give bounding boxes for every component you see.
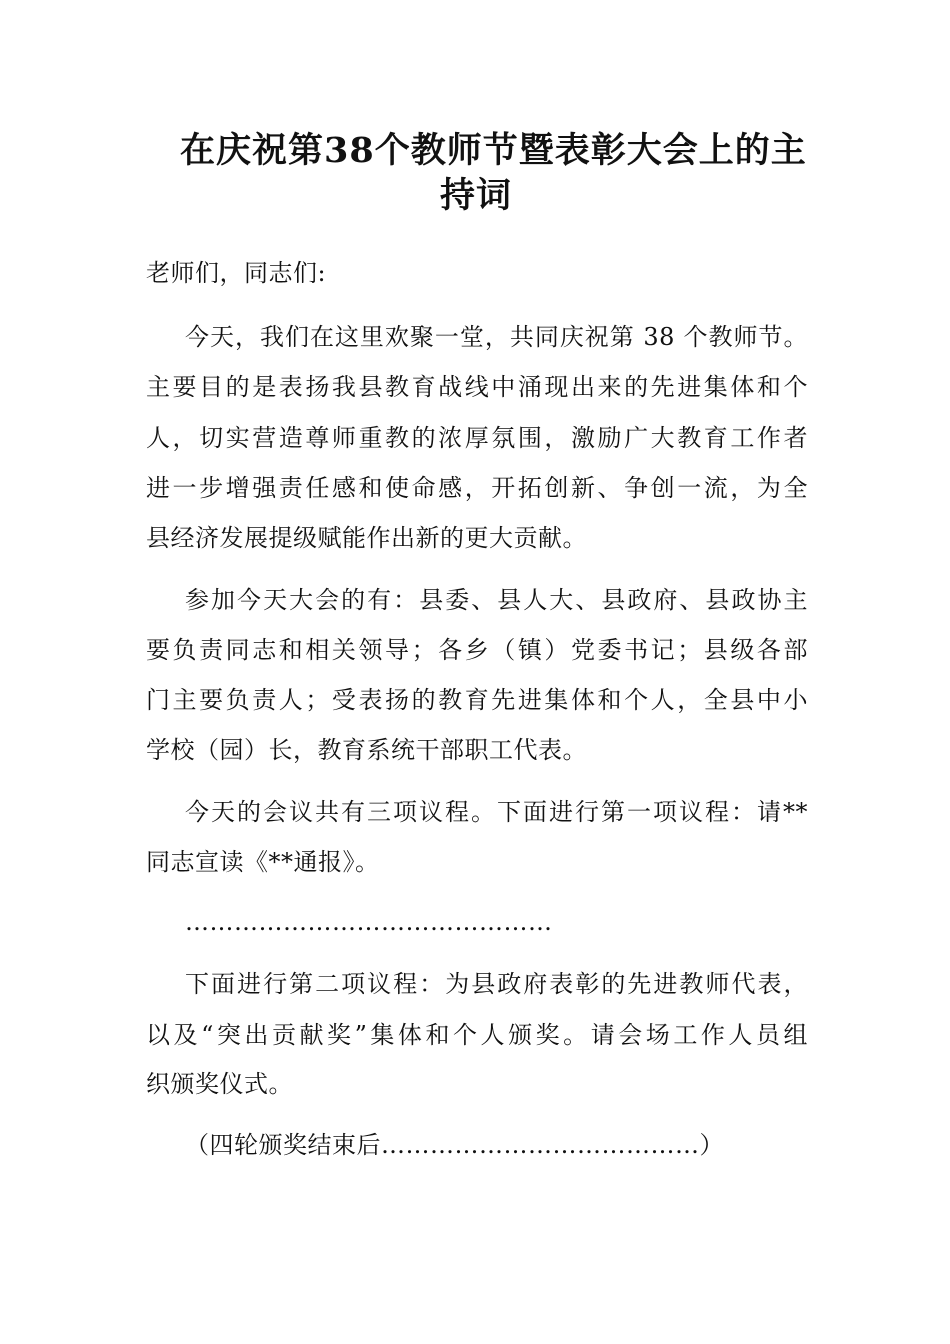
ellipsis-separator: ……………………………………… — [185, 908, 553, 936]
document-title-line-1: 在庆祝第38个教师节暨表彰大会上的主 — [180, 130, 807, 171]
paragraph-1-line-2: 主要目的是表扬我县教育战线中涌现出来的先进集体和个 — [146, 373, 808, 401]
paragraph-1-line-1: 今天，我们在这里欢聚一堂，共同庆祝第 38 个教师节。 — [185, 323, 808, 351]
paragraph-4-line-2: 以及“突出贡献奖”集体和个人颁奖。请会场工作人员组 — [146, 1021, 808, 1049]
paragraph-4-line-1: 下面进行第二项议程：为县政府表彰的先进教师代表， — [185, 970, 808, 998]
paragraph-2-line-1: 参加今天大会的有：县委、县人大、县政府、县政协主 — [185, 586, 808, 614]
paragraph-3-line-1: 今天的会议共有三项议程。下面进行第一项议程：请** — [185, 798, 808, 826]
stage-note: （四轮颁奖结束后…………………………………） — [185, 1131, 724, 1159]
paragraph-3-line-2: 同志宣读《**通报》。 — [146, 848, 380, 876]
paragraph-2-line-2: 要负责同志和相关领导；各乡（镇）党委书记；县级各部 — [146, 636, 808, 664]
paragraph-2-line-4: 学校（园）长，教育系统干部职工代表。 — [146, 736, 587, 764]
paragraph-2-line-3: 门主要负责人；受表扬的教育先进集体和个人，全县中小 — [146, 686, 808, 714]
salutation: 老师们，同志们: — [146, 259, 327, 287]
paragraph-1-line-5: 县经济发展提级赋能作出新的更大贡献。 — [146, 524, 587, 552]
paragraph-1-line-4: 进一步增强责任感和使命感，开拓创新、争创一流，为全 — [146, 474, 808, 502]
paragraph-4-line-3: 织颁奖仪式。 — [146, 1070, 293, 1098]
document-title-line-2: 持词 — [439, 175, 512, 216]
paragraph-1-line-3: 人，切实营造尊师重教的浓厚氛围，激励广大教育工作者 — [146, 424, 808, 452]
